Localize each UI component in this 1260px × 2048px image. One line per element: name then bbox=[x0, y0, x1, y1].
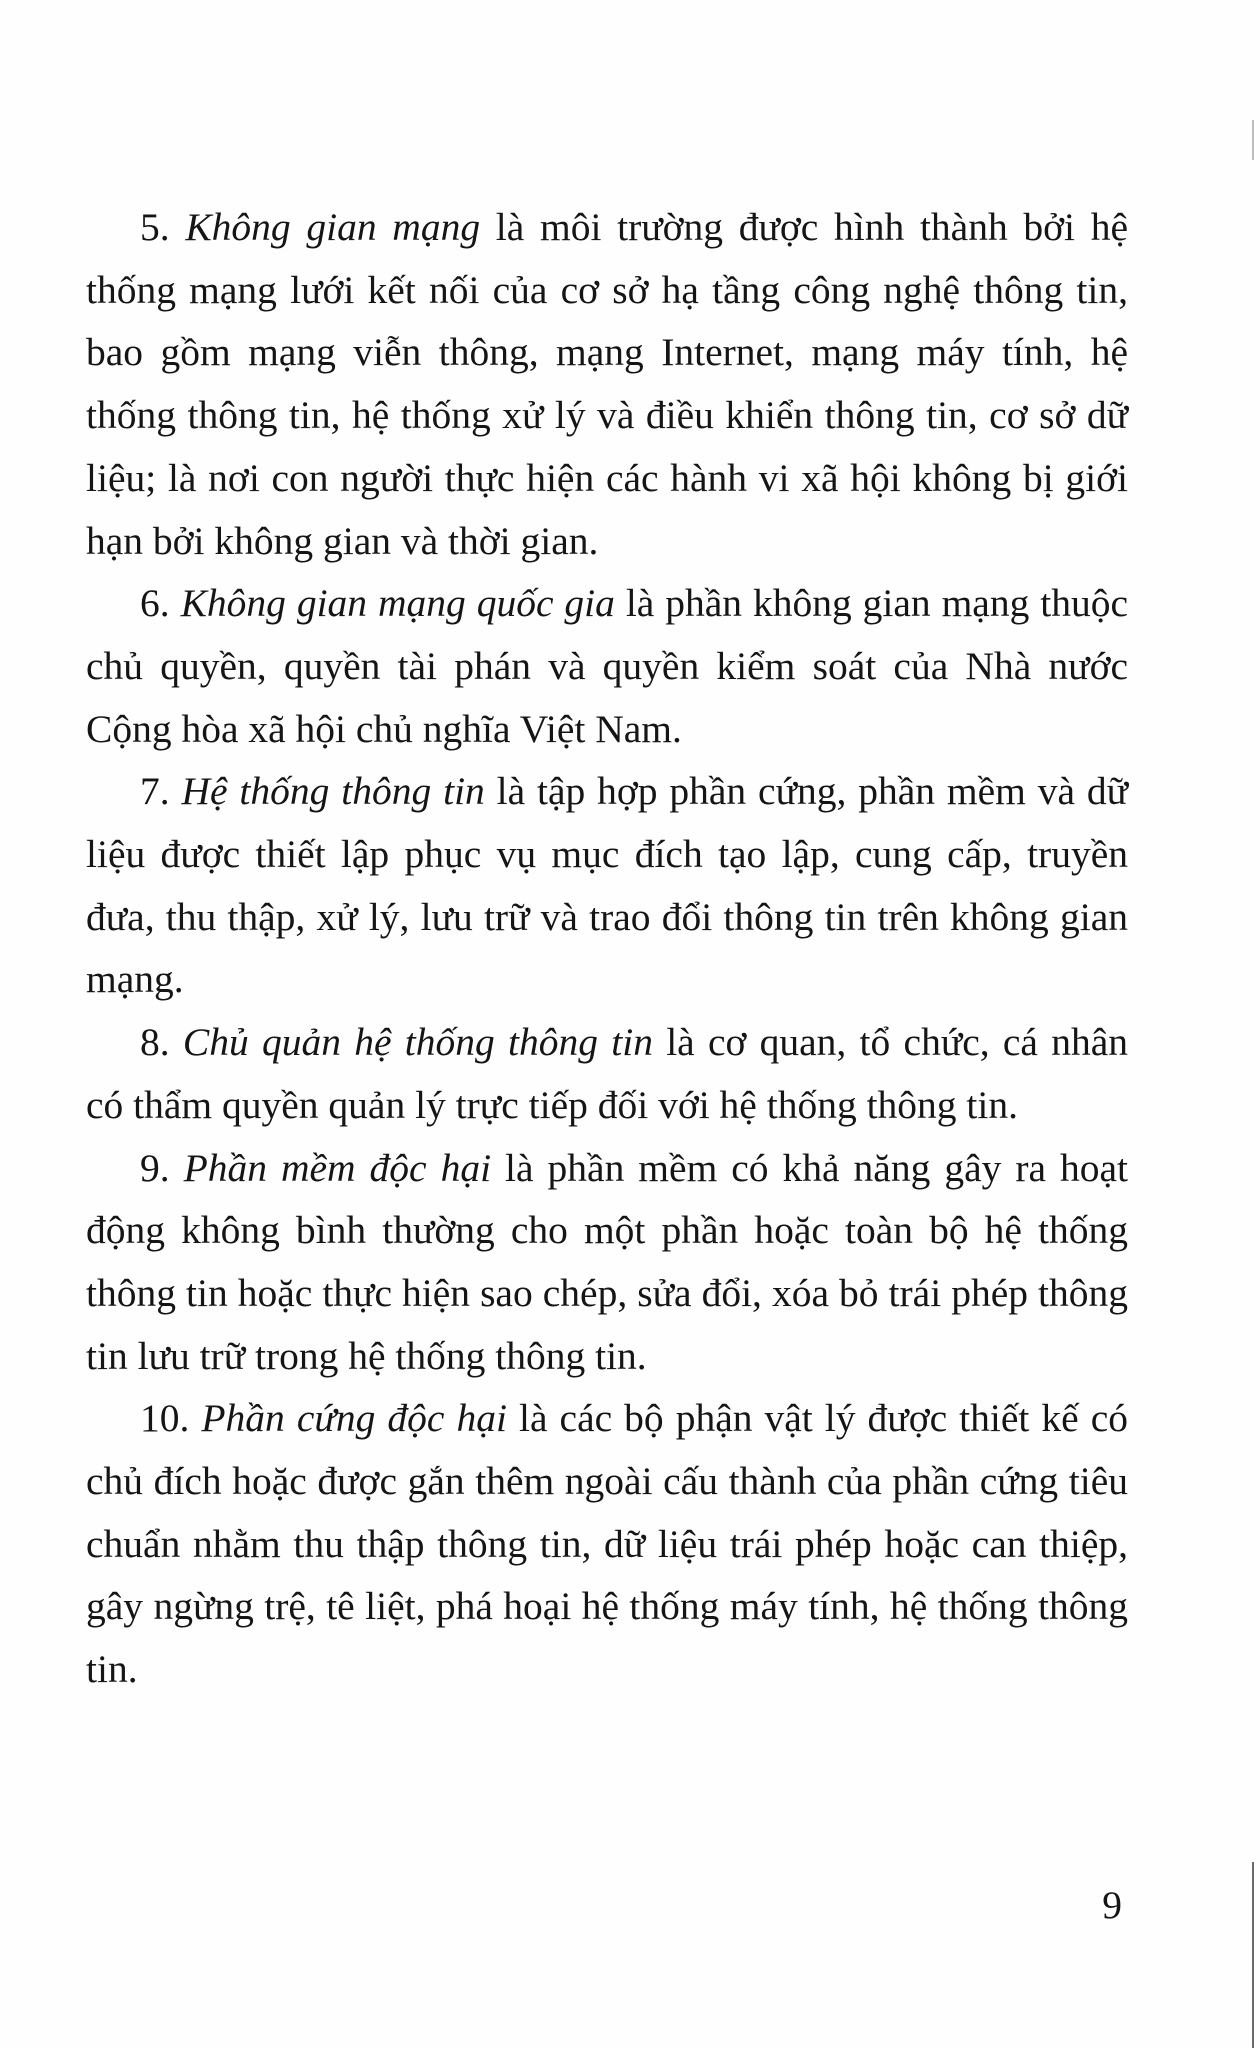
definition-text: là môi trường được hình thành bởi hệ thống mạng lưới kết nối của cơ sở hạ tầng công nghệ thông tin, bao gồm mạng viễn thông, mạng Internet, mạng máy tính, hệ thống thông tin, hệ thống xử lý và điều khiển thông tin, cơ sở dữ liệu; là nơi con người thực hiện các hành vi xã hội không bị giới hạn bởi không gian và thời gian. bbox=[86, 205, 1128, 563]
body-text bbox=[86, 196, 1128, 1701]
definition-paragraph-6 bbox=[86, 572, 1128, 760]
defined-term: Không gian mạng bbox=[185, 205, 481, 249]
definition-paragraph-7 bbox=[86, 760, 1128, 1011]
definition-text: là các bộ phận vật lý được thiết kế có chủ đích hoặc được gắn thêm ngoài cấu thành của phần cứng tiêu chuẩn nhằm thu thập thông tin, dữ liệu trái phép hoặc can thiệp, gây ngừng trệ, tê liệt, phá hoại hệ thống máy tính, hệ thống thông tin. bbox=[86, 1396, 1128, 1692]
definition-text: là tập hợp phần cứng, phần mềm và dữ liệu được thiết lập phục vụ mục đích tạo lập, cung cấp, truyền đưa, thu thập, xử lý, lưu trữ và trao đổi thông tin trên không gian mạng. bbox=[86, 769, 1129, 1002]
definition-paragraph-10 bbox=[86, 1387, 1128, 1701]
definition-number: 7. bbox=[140, 769, 170, 814]
page-number: 9 bbox=[1102, 1883, 1122, 1927]
definition-number: 9. bbox=[140, 1145, 170, 1190]
definition-paragraph-9 bbox=[86, 1137, 1128, 1388]
definition-number: 10. bbox=[140, 1396, 190, 1441]
definition-text: là cơ quan, tổ chức, cá nhân có thẩm quyền quản lý trực tiếp đối với hệ thống thông tin. bbox=[86, 1020, 1128, 1127]
page-edge-shadow bbox=[1252, 120, 1254, 160]
definition-paragraph-5 bbox=[86, 196, 1128, 572]
definition-text: là phần mềm có khả năng gây ra hoạt động không bình thường cho một phần hoặc toàn bộ hệ thống thông tin hoặc thực hiện sao chép, sửa đổi, xóa bỏ trái phép thông tin lưu trữ trong hệ thống thông tin. bbox=[86, 1145, 1129, 1378]
definition-paragraph-8 bbox=[86, 1011, 1128, 1136]
definition-number: 6. bbox=[140, 581, 170, 626]
definition-text: là phần không gian mạng thuộc chủ quyền, quyền tài phán và quyền kiểm soát của Nhà nước Cộng hòa xã hội chủ nghĩa Việt Nam. bbox=[86, 581, 1129, 751]
defined-term: Hệ thống thông tin bbox=[181, 769, 485, 814]
definition-number: 5. bbox=[140, 205, 170, 249]
defined-term: Phần cứng độc hại bbox=[201, 1396, 507, 1441]
definition-number: 8. bbox=[140, 1020, 170, 1065]
page-edge-shadow bbox=[1252, 1862, 1254, 2048]
defined-term: Phần mềm độc hại bbox=[183, 1145, 492, 1190]
defined-term: Chủ quản hệ thống thông tin bbox=[182, 1020, 653, 1065]
defined-term: Không gian mạng quốc gia bbox=[180, 581, 615, 626]
